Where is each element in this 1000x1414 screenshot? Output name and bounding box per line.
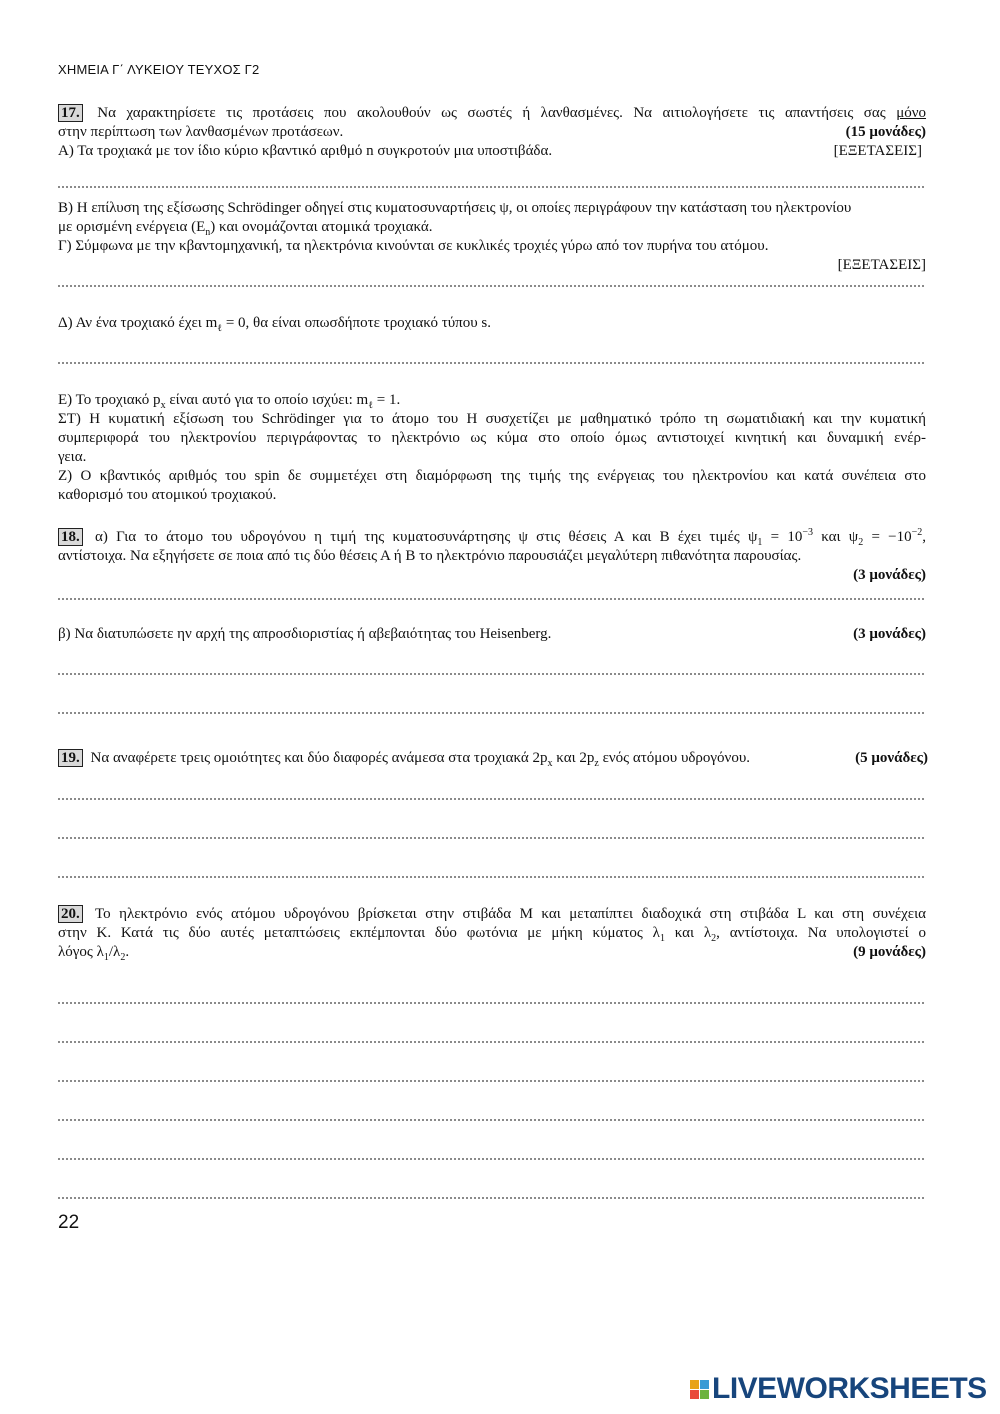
logo-tile bbox=[700, 1390, 709, 1399]
answer-line[interactable] bbox=[58, 285, 924, 287]
q17-intro: Να χαρακτηρίσετε τις προτάσεις που ακολουθούν ως σωστές ή λανθασμένες. Να αιτιολογήσετε τις απαντήσεις σας bbox=[97, 105, 886, 121]
exam-tag: [ΕΞΕΤΑΣΕΙΣ] bbox=[833, 143, 922, 159]
q17-statement-st-line2: συμπεριφορά του ηλεκτρονίου περιγράφοντας το ηλεκτρόνιο ως κύμα στο οποίο όμως αντιστοιχεί κινητική και δυναμική ενέρ- bbox=[58, 430, 926, 446]
answer-line[interactable] bbox=[58, 186, 924, 188]
answer-line[interactable] bbox=[58, 598, 924, 600]
q17-statements-b-g bbox=[58, 199, 926, 275]
q18-a-points: (3 μονάδες) bbox=[853, 567, 926, 583]
q17-statement-st-line3: γεια. bbox=[58, 449, 87, 465]
q20-line3: λόγος $\lambda_1/\lambda_2$. bbox=[58, 944, 130, 963]
q17-intro-line2: στην περίπτωση των λανθασμένων προτάσεων. bbox=[58, 124, 344, 140]
q18-part-b: β) Να διατυπώσετε ην αρχή της απροσδιοριστίας ή αβεβαιότητας του Heisenberg. (3 μονάδες) bbox=[58, 626, 926, 642]
q17-statement-b: Β) Η επίλυση της εξίσωσης Schrödinger οδηγεί στις κυματοσυναρτήσεις ψ, οι οποίες περιγράφουν την κατάσταση του ηλεκτρονίου bbox=[58, 200, 852, 216]
q17-points: (15 μονάδες) bbox=[845, 124, 926, 140]
answer-line[interactable] bbox=[58, 673, 924, 675]
q19-points: (5 μονάδες) bbox=[855, 750, 928, 766]
logo-tile bbox=[700, 1380, 709, 1389]
q17-intro-emphasis: μόνο bbox=[896, 105, 927, 121]
q17-statement-g: Γ) Σύμφωνα με την κβαντομηχανική, τα ηλεκτρόνια κινούνται σε κυκλικές τροχιές γύρω από τον πυρήνα του ατόμου. bbox=[58, 238, 769, 254]
answer-line[interactable] bbox=[58, 1002, 924, 1004]
answer-line[interactable] bbox=[58, 1080, 924, 1082]
question-19 bbox=[58, 749, 926, 768]
logo-tile bbox=[690, 1390, 699, 1399]
question-number: 18. bbox=[58, 528, 83, 546]
logo-text: LIVEWORKSHEETS bbox=[712, 1372, 987, 1405]
question-number: 19. bbox=[58, 749, 83, 767]
q17-statement-z: Ζ) Ο κβαντικός αριθμός του spin δε συμμετέχει στη διαμόρφωση της τιμής της ενέργειας του ηλεκτρονίου και κατά συνέπεια στο bbox=[58, 468, 926, 484]
q17-statement-z-line2: καθορισμό του ατομικού τροχιακού. bbox=[58, 487, 277, 503]
answer-line[interactable] bbox=[58, 1197, 924, 1199]
logo-tile bbox=[690, 1380, 699, 1389]
answer-line[interactable] bbox=[58, 1119, 924, 1121]
answer-line[interactable] bbox=[58, 1158, 924, 1160]
question-17 bbox=[58, 104, 926, 161]
liveworksheets-logo bbox=[690, 1372, 987, 1406]
answer-line[interactable] bbox=[58, 1041, 924, 1043]
answer-line[interactable] bbox=[58, 712, 924, 714]
q18-part-a-line2: αντίστοιχα. Να εξηγήσετε σε ποια από τις δύο θέσεις Α ή Β το ηλεκτρόνιο παρουσιάζει μεγαλύτερη πιθανότητα παρουσίας. bbox=[58, 548, 802, 564]
answer-line[interactable] bbox=[58, 362, 924, 364]
question-number: 20. bbox=[58, 905, 83, 923]
q20-points: (9 μονάδες) bbox=[853, 944, 926, 960]
question-20 bbox=[58, 905, 926, 962]
q20-line2: στην Κ. Κατά τις δύο αυτές μεταπτώσεις εκπέμπονται δύο φωτόνια με μήκη κύματος $\lambda_1$ και $\lambda_2$, αντίστοιχα. Να υπολογιστεί ο bbox=[58, 925, 926, 944]
answer-line[interactable] bbox=[58, 798, 924, 800]
exam-tag: [ΕΞΕΤΑΣΕΙΣ] bbox=[837, 257, 926, 273]
q17-statement-a: Α) Τα τροχιακά με τον ίδιο κύριο κβαντικό αριθμό n συγκροτούν μια υποστιβάδα. bbox=[58, 143, 553, 159]
page-header: ΧΗΜΕΙΑ Γ΄ ΛΥΚΕΙΟΥ ΤΕΥΧΟΣ Γ2 bbox=[58, 62, 260, 77]
q17-statements-e-z bbox=[58, 391, 926, 505]
q18-b-points: (3 μονάδες) bbox=[853, 626, 926, 642]
question-18 bbox=[58, 528, 926, 585]
q19-text: Να αναφέρετε τρεις ομοιότητες και δύο διαφορές ανάμεσα στα τροχιακά $2p_x$ και $2p_z$ ενός ατόμου υδρογόνου. bbox=[90, 750, 751, 769]
q18-part-a: α) Για το άτομο του υδρογόνου η τιμή της κυματοσυνάρτησης ψ στις θέσεις Α και Β έχει τιμές $\psi_1 = 10^{-3}$ και $\psi_2 = -10^{-2}$, bbox=[95, 527, 927, 548]
q17-statement-e: Ε) Το τροχιακό $p_x$ είναι αυτό για το οποίο ισχύει: $m_\ell = 1$. bbox=[58, 392, 401, 411]
logo-mark-icon bbox=[690, 1380, 709, 1399]
page-number: 22 bbox=[58, 1212, 80, 1233]
q17-statement-st: ΣΤ) Η κυματική εξίσωση του Schrödinger για το άτομο του Η συσχετίζει με μαθηματικό τρόπο τη σωματιδιακή και την κυματική bbox=[58, 411, 926, 427]
q20-line1: Το ηλεκτρόνιο ενός ατόμου υδρογόνου βρίσκεται στην στιβάδα Μ και μεταπίπτει διαδοχικά στη στιβάδα L και στη συνέχεια bbox=[95, 906, 927, 922]
answer-line[interactable] bbox=[58, 876, 924, 878]
question-number: 17. bbox=[58, 104, 83, 122]
q17-statement-d: Δ) Αν ένα τροχιακό έχει $m_\ell = 0$, θα είναι οπωσδήποτε τροχιακό τύπου s. bbox=[58, 315, 492, 334]
answer-line[interactable] bbox=[58, 837, 924, 839]
q17-statement-b-line2: με ορισμένη ενέργεια $(E_n)$ και ονομάζονται ατομικά τροχιακά. bbox=[58, 219, 433, 238]
